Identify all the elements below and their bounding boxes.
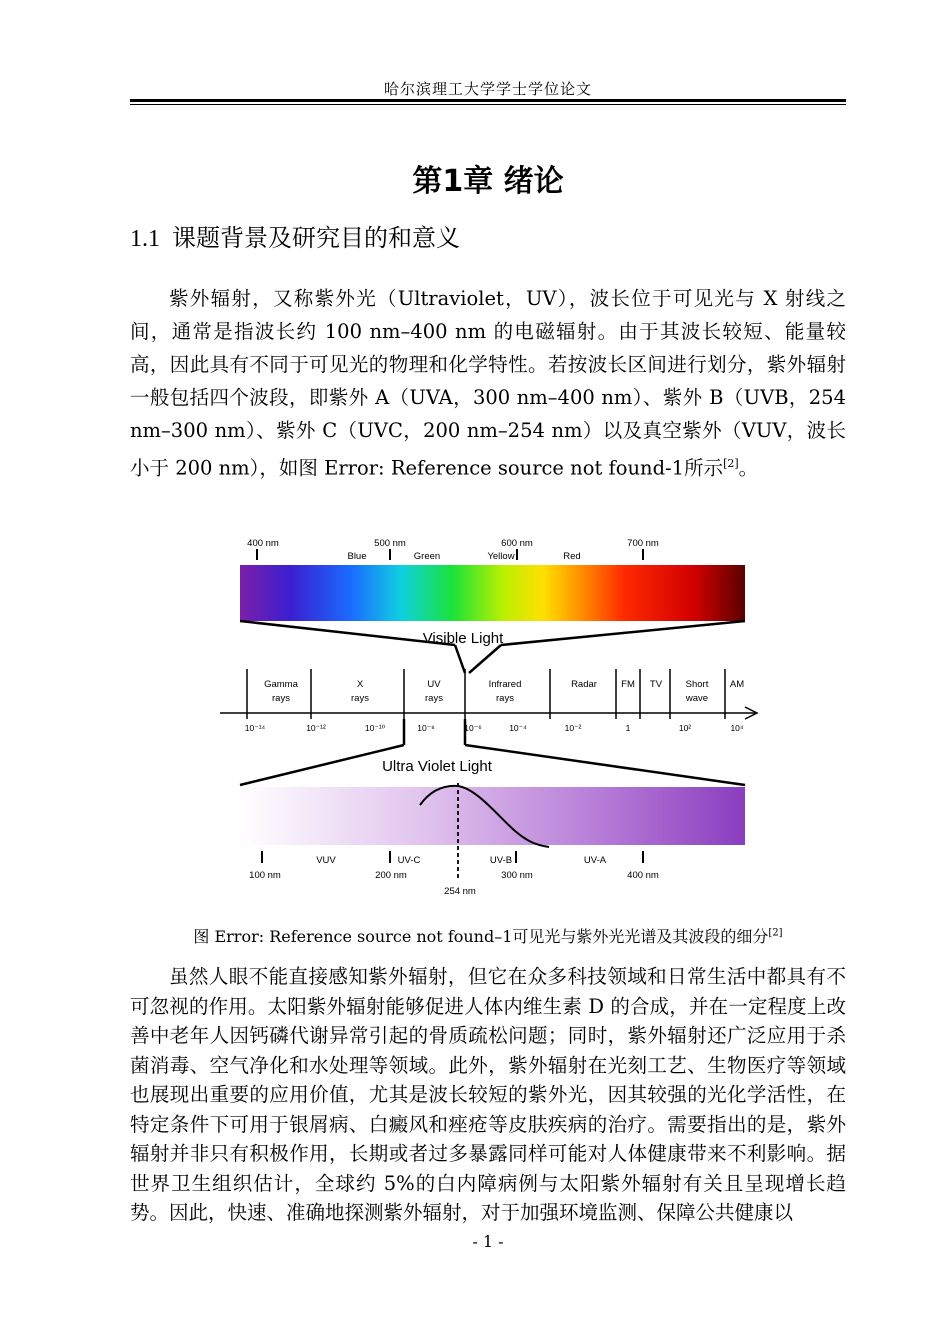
wavelength-tick-label: 1 <box>625 723 631 733</box>
band-label: Gamma <box>264 679 298 690</box>
band-label: wave <box>685 693 709 704</box>
uv-tick-label: 300 nm <box>501 870 533 881</box>
paragraph-intro-end: 。 <box>738 456 759 480</box>
visible-tick-label: 500 nm <box>374 538 406 549</box>
uv-tick-label: 100 nm <box>249 870 281 881</box>
visible-spectrum-bar <box>240 565 745 621</box>
zoom-line <box>240 745 404 785</box>
wavelength-tick-label: 10⁻¹⁴ <box>244 723 266 733</box>
uv-band-label: UV-A <box>583 855 607 866</box>
band-label: Short <box>685 679 709 690</box>
visible-tick-label: 400 nm <box>247 538 279 549</box>
wavelength-tick-label: 10⁻¹² <box>306 723 326 733</box>
running-header: 哈尔滨理工大学学士学位论文 <box>383 80 592 98</box>
zoom-line <box>455 645 465 673</box>
chapter-title: 第1章 绪论 <box>412 164 564 199</box>
color-label-red: Red <box>563 551 581 562</box>
uv-band-label: UV-B <box>489 855 513 866</box>
uv-spectrum-bar <box>240 787 745 845</box>
band-label: FM <box>621 679 635 690</box>
band-label: rays <box>425 693 443 704</box>
color-label-blue: Blue <box>347 551 367 562</box>
caption-citation-ref: [2] <box>768 927 783 939</box>
visible-tick-label: 600 nm <box>501 538 533 549</box>
wavelength-tick-label: 10⁻² <box>564 723 582 733</box>
uv-band-label: UV-C <box>397 855 421 866</box>
uv-band-label: VUV <box>316 855 336 866</box>
band-label: X <box>356 679 364 690</box>
page-number: - 1 - <box>472 1232 504 1251</box>
color-label-green: Green <box>413 551 441 562</box>
band-label: AM <box>729 679 745 690</box>
visible-light-label: Visible Light <box>422 630 504 647</box>
zoom-line <box>469 645 501 673</box>
figure-caption <box>130 924 846 947</box>
band-label: rays <box>272 693 290 704</box>
band-label: Radar <box>571 679 597 690</box>
wavelength-tick-label: 10⁴ <box>730 723 744 733</box>
visible-tick-label: 700 nm <box>627 538 659 549</box>
section-title <box>130 218 460 253</box>
citation-ref: [2] <box>723 457 739 470</box>
band-label: UV <box>427 679 441 690</box>
section-heading: 课题背景及研究目的和意义 <box>172 224 460 252</box>
uv-tick-label: 400 nm <box>627 870 659 881</box>
uv-tick-label: 200 nm <box>375 870 407 881</box>
uv-tick-label: 254 nm <box>444 886 476 897</box>
zoom-line <box>465 745 745 785</box>
uv-light-label: Ultra Violet Light <box>382 758 492 775</box>
zoom-line <box>501 621 745 645</box>
wavelength-tick-label: 10² <box>678 723 692 733</box>
band-dividers <box>247 669 725 719</box>
figure-caption-text: 图 Error: Reference source not found–1可见光与紫外光光谱及其波段的细分 <box>193 927 769 946</box>
wavelength-tick-label: 10⁻⁶ <box>464 723 482 733</box>
visible-ticks <box>257 549 643 560</box>
paragraph-applications: 虽然人眼不能直接感知紫外辐射，但它在众多科技领域和日常生活中都具有不可忽视的作用。太阳紫外辐射能够促进人体内维生素 D 的合成，并在一定程度上改善中老年人因钙磷代谢异常引起的骨质疏松问题；同时，紫外辐射还广泛应用于杀菌消毒、空气净化和水处理等领域。此外，紫外辐射在光刻工艺、生物医疗等领域也展现出重要的应用价值，尤其是波长较短的紫外光，因其较强的光化学活性，在特定条件下可用于银屑病、白癜风和痤疮等皮肤疾病的治疗。需要指出的是，紫外辐射并非只有积极作用，长期或者过多暴露同样可能对人体健康带来不利影响。据世界卫生组织估计，全球约 5%的白内障病例与太阳紫外辐射有关且呈现增长趋势。因此，快速、准确地探测紫外辐射，对于加强环境监测、保障公共健康以 <box>130 965 846 1224</box>
header-rule-thin <box>130 104 846 105</box>
color-label-yellow: Yellow <box>487 551 515 562</box>
wavelength-tick-label: 10⁻¹⁰ <box>364 723 386 733</box>
band-label: TV <box>649 679 663 690</box>
band-label: rays <box>351 693 369 704</box>
band-label: Infrared <box>488 679 522 690</box>
wavelength-tick-label: 10⁻⁸ <box>417 723 435 733</box>
wavelength-tick-label: 10⁻⁴ <box>509 723 527 733</box>
spectrum-figure <box>215 533 775 898</box>
paragraph-intro <box>130 282 846 485</box>
header-rule-thick <box>130 99 846 102</box>
band-label: rays <box>496 693 514 704</box>
section-number: 1.1 <box>130 226 160 252</box>
paragraph-intro-text: 紫外辐射，又称紫外光（Ultraviolet，UV），波长位于可见光与 X 射线之间，通常是指波长约 100 nm–400 nm 的电磁辐射。由于其波长较短、能量较高，因此具有不同于可见光的物理和化学特性。若按波长区间进行划分，紫外辐射一般包括四个波段，即紫外 A（UVA，300 nm–400 nm）、紫外 B（UVB，254 nm–300 nm）、紫外 C（UVC，200 nm–254 nm）以及真空紫外（VUV，波长小于 200 nm），如图 Error: Reference source not found-1所示 <box>130 287 846 480</box>
